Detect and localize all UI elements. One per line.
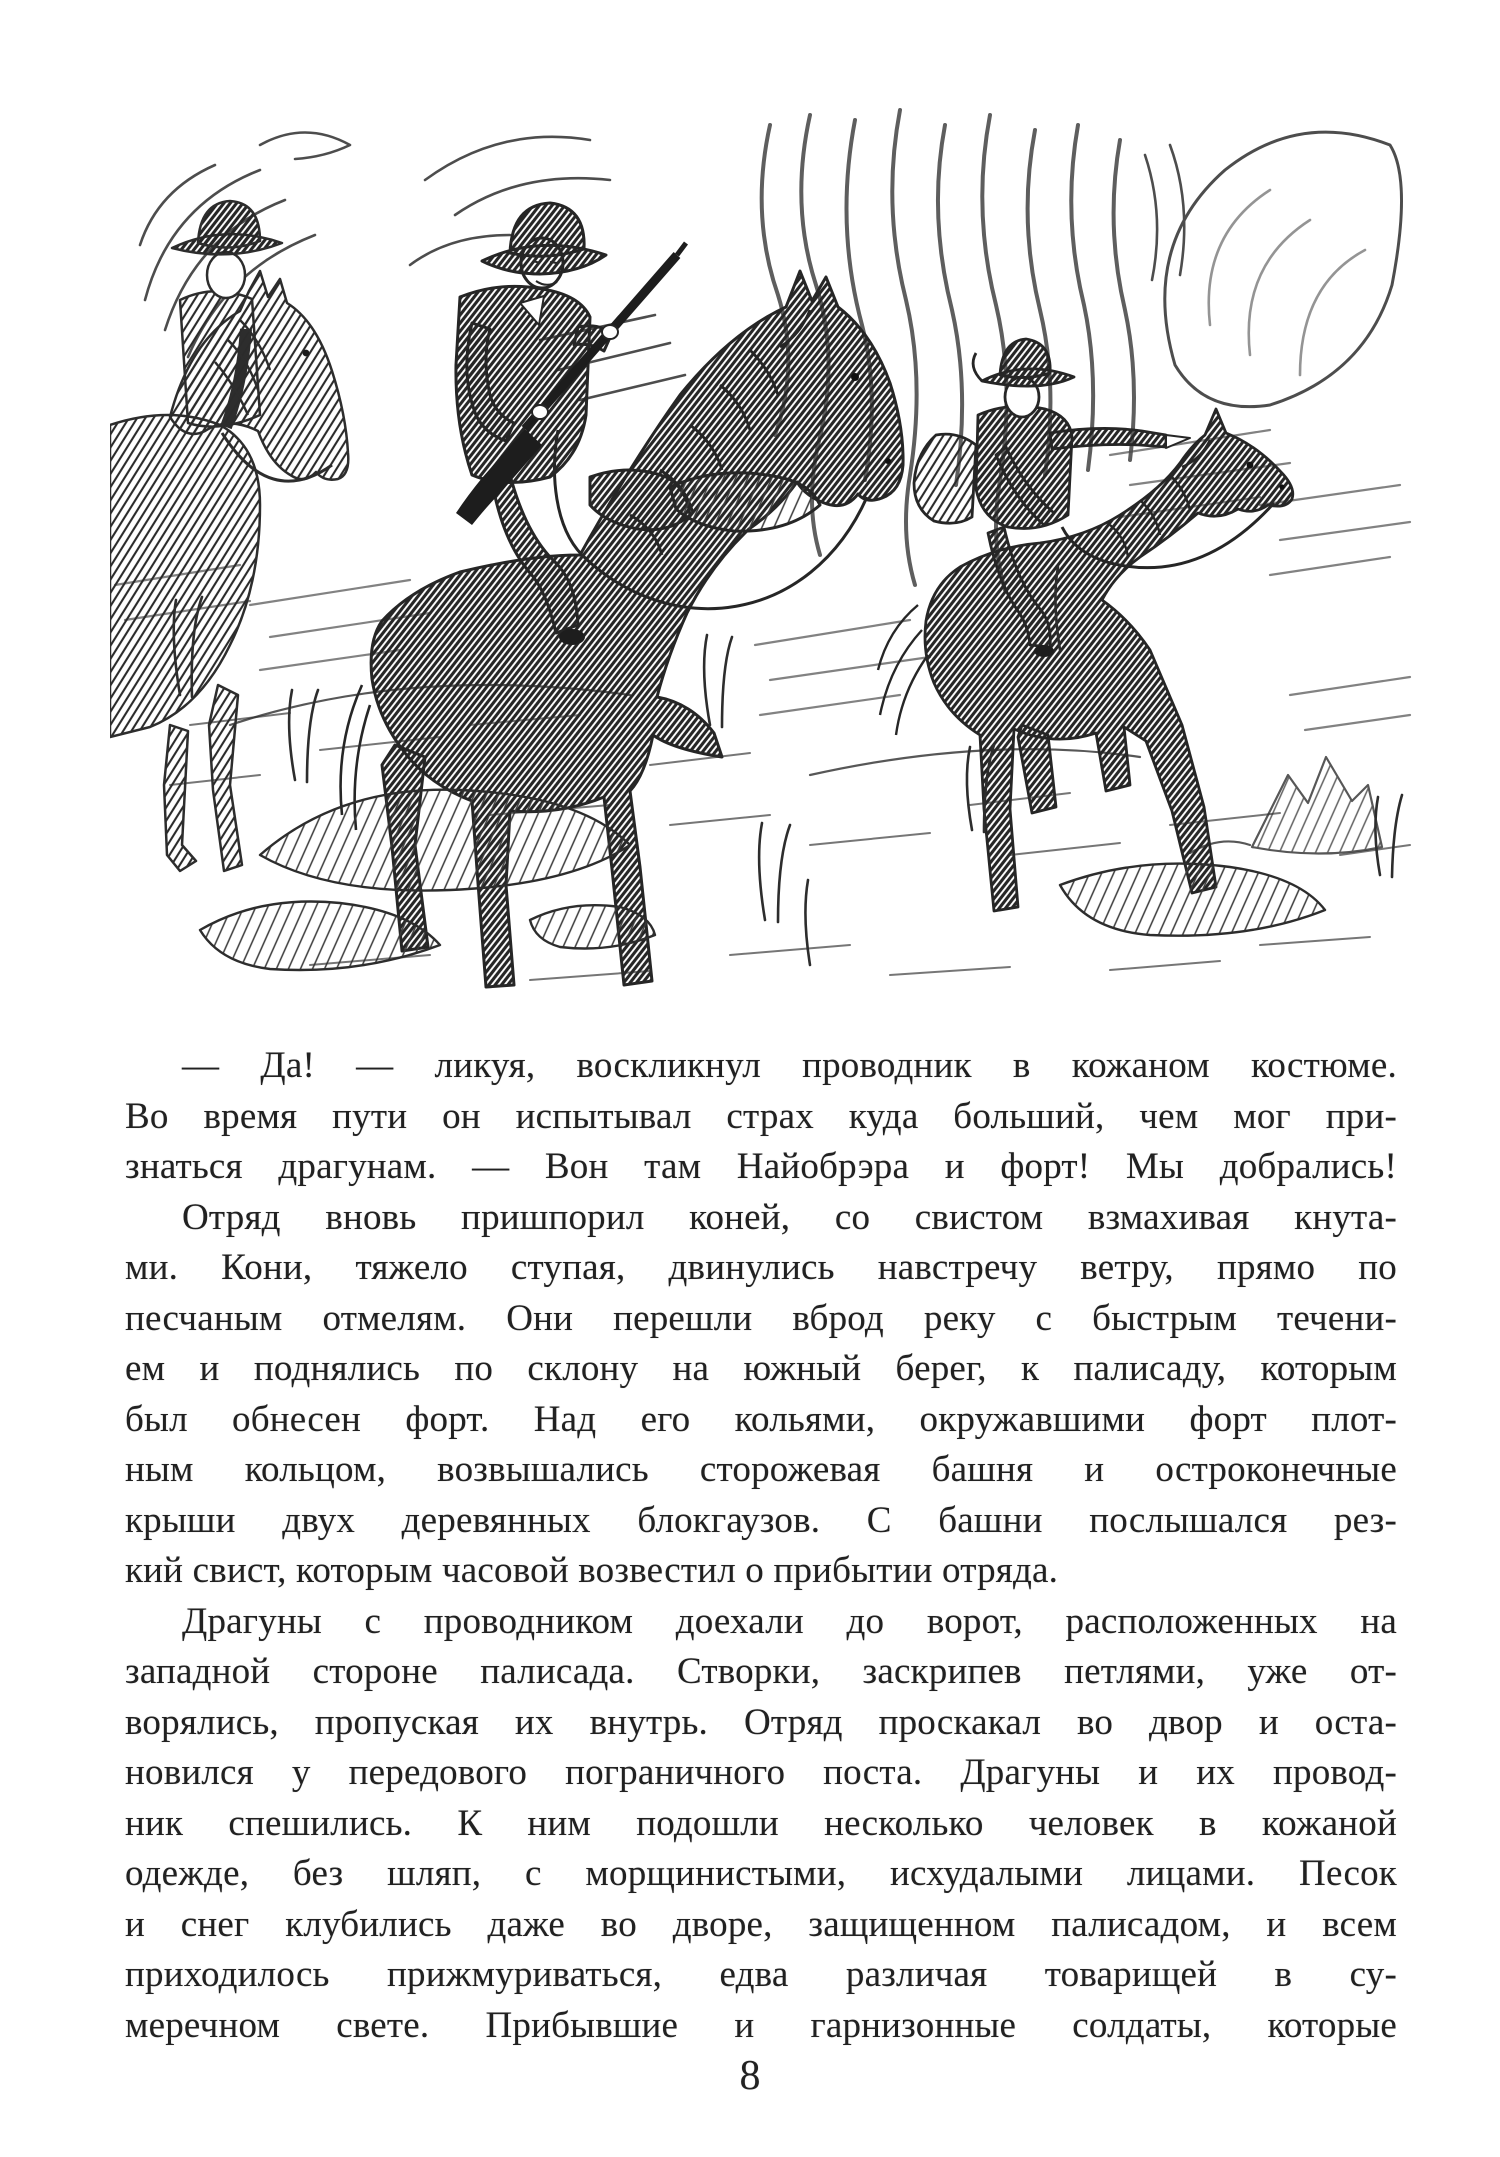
text-line: Во время пути он испытывал страх куда больший, чем мог при- xyxy=(125,1095,1397,1137)
text-line: знаться драгунам. — Вон там Найобрэра и форт! Мы добрались! xyxy=(125,1146,1397,1187)
text-line: крыши двух деревянных блокгаузов. С башни послышался рез- xyxy=(125,1499,1397,1541)
text-line: — Да! — ликуя, воскликнул проводник в кожаном костюме. xyxy=(182,1045,1397,1086)
text-line: приходилось прижмуриваться, едва различая товарищей в су- xyxy=(125,1954,1397,1995)
text-line: ми. Кони, тяжело ступая, двинулись навстречу ветру, прямо по xyxy=(125,1247,1397,1288)
right-rider xyxy=(878,339,1293,911)
text-line: одежде, без шляп, с морщинистыми, исхудалыми лицами. Песок xyxy=(125,1853,1397,1894)
left-rider xyxy=(110,201,348,871)
text-line: Отряд вновь пришпорил коней, со свистом взмахивая кнута- xyxy=(182,1196,1397,1238)
text-line: ник спешились. К ним подошли несколько человек в кожаной xyxy=(125,1802,1397,1844)
text-line: ным кольцом, возвышались сторожевая башня и остроконечные xyxy=(125,1449,1397,1490)
text-line: меречном свете. Прибывшие и гарнизонные солдаты, которые xyxy=(125,2004,1397,2046)
text-line: новился у передового пограничного поста. Драгуны и их провод- xyxy=(125,1752,1397,1793)
text-block xyxy=(125,1041,1397,2051)
text-line: кий свист, которым часовой возвестил о прибытии отряда. xyxy=(125,1550,1059,1591)
text-line: Драгуны с проводником доехали до ворот, расположенных на xyxy=(182,1600,1397,1642)
text-line: и снег клубились даже во дворе, защищенном палисадом, и всем xyxy=(125,1903,1397,1945)
text-line: был обнесен форт. Над его кольями, окружавшими форт плот- xyxy=(125,1398,1397,1440)
illustration-three-riders-engraving xyxy=(110,85,1415,1010)
text-line: песчаным отмелям. Они перешли вброд реку с быстрым течени- xyxy=(125,1297,1397,1339)
text-line: ем и поднялись по склону на южный берег, к палисаду, которым xyxy=(125,1348,1397,1389)
page-number: 8 xyxy=(739,2053,761,2099)
text-line: ворялись, пропуская их внутрь. Отряд проскакал во двор и оста- xyxy=(125,1701,1397,1743)
text-line: западной стороне палисада. Створки, заскрипев петлями, уже от- xyxy=(125,1651,1397,1692)
